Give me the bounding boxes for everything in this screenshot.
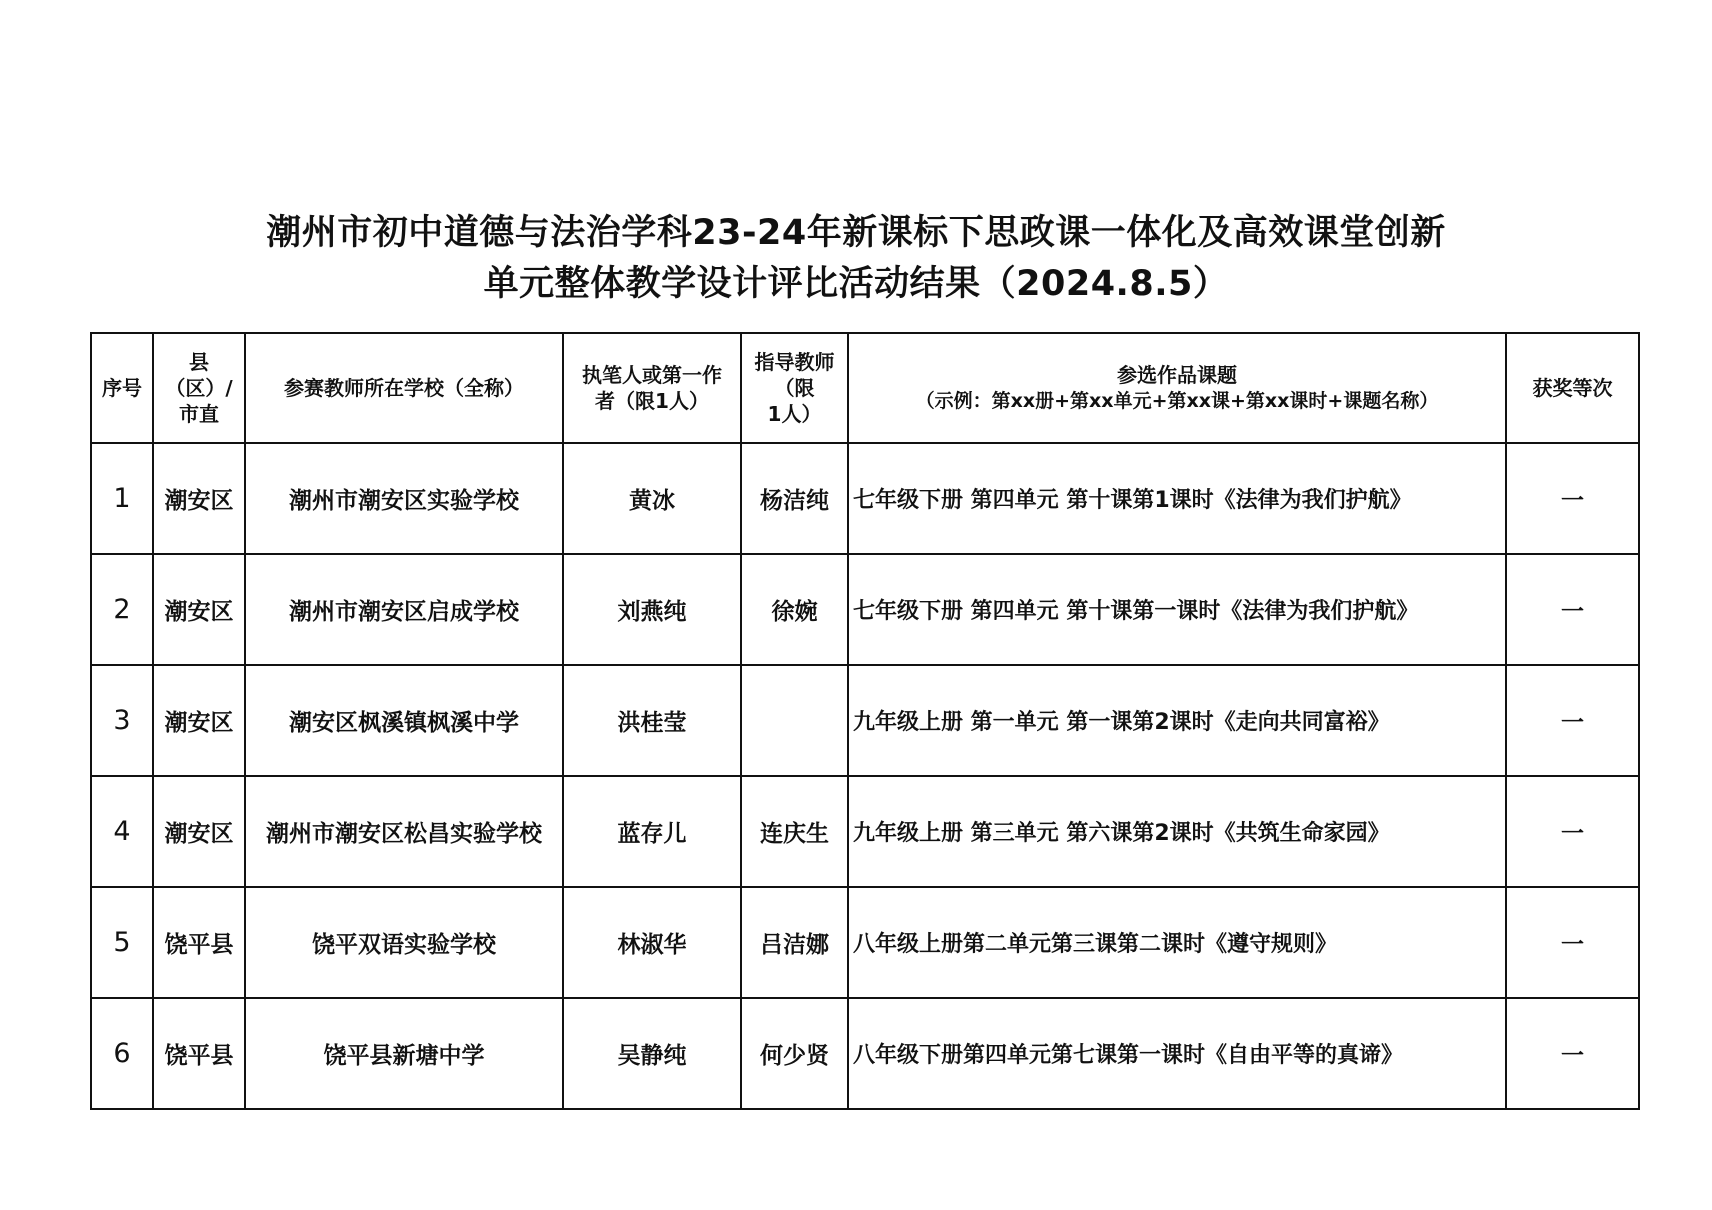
cell-topic: 九年级上册 第三单元 第六课第2课时《共筑生命家园》 xyxy=(848,776,1506,887)
cell-index: 5 xyxy=(91,887,153,998)
cell-advisor: 何少贤 xyxy=(741,998,848,1109)
cell-author: 蓝存儿 xyxy=(563,776,741,887)
cell-district: 潮安区 xyxy=(153,443,245,554)
table-row xyxy=(91,998,1639,1109)
cell-advisor: 连庆生 xyxy=(741,776,848,887)
cell-index: 1 xyxy=(91,443,153,554)
cell-district: 潮安区 xyxy=(153,665,245,776)
header-advisor xyxy=(741,333,848,443)
cell-author: 吴静纯 xyxy=(563,998,741,1109)
cell-topic: 七年级下册 第四单元 第十课第1课时《法律为我们护航》 xyxy=(848,443,1506,554)
cell-advisor xyxy=(741,665,848,776)
cell-district: 饶平县 xyxy=(153,887,245,998)
header-district xyxy=(153,333,245,443)
header-index: 序号 xyxy=(91,333,153,443)
header-award: 获奖等次 xyxy=(1506,333,1639,443)
cell-topic: 八年级下册第四单元第七课第一课时《自由平等的真谛》 xyxy=(848,998,1506,1109)
cell-topic: 七年级下册 第四单元 第十课第一课时《法律为我们护航》 xyxy=(848,554,1506,665)
cell-advisor: 杨洁纯 xyxy=(741,443,848,554)
cell-award: 一 xyxy=(1506,998,1639,1109)
cell-index: 4 xyxy=(91,776,153,887)
header-school: 参赛教师所在学校（全称） xyxy=(245,333,563,443)
cell-index: 3 xyxy=(91,665,153,776)
cell-school: 潮州市潮安区启成学校 xyxy=(245,554,563,665)
cell-advisor: 吕洁娜 xyxy=(741,887,848,998)
cell-award: 一 xyxy=(1506,887,1639,998)
cell-advisor: 徐婉 xyxy=(741,554,848,665)
cell-award: 一 xyxy=(1506,776,1639,887)
header-row xyxy=(91,333,1639,443)
table-row xyxy=(91,554,1639,665)
header-author-line2: 者（限1人） xyxy=(595,389,709,413)
cell-author: 刘燕纯 xyxy=(563,554,741,665)
table-row xyxy=(91,665,1639,776)
cell-school: 潮州市潮安区松昌实验学校 xyxy=(245,776,563,887)
header-district-line1: 县 xyxy=(189,350,209,374)
header-district-line2: （区）/ xyxy=(165,376,233,400)
document-title-line1: 潮州市初中道德与法治学科23-24年新课标下思政课一体化及高效课堂创新 xyxy=(266,213,1446,253)
header-topic-line1: 参选作品课题 xyxy=(1117,363,1237,387)
cell-author: 黄冰 xyxy=(563,443,741,554)
header-advisor-line1: 指导教师 xyxy=(754,350,835,374)
cell-district: 潮安区 xyxy=(153,554,245,665)
table-row xyxy=(91,443,1639,554)
cell-author: 林淑华 xyxy=(563,887,741,998)
cell-school: 潮州市潮安区实验学校 xyxy=(245,443,563,554)
cell-award: 一 xyxy=(1506,554,1639,665)
cell-index: 6 xyxy=(91,998,153,1109)
results-table xyxy=(90,332,1640,1110)
header-topic xyxy=(848,333,1506,443)
cell-district: 潮安区 xyxy=(153,776,245,887)
cell-school: 饶平县新塘中学 xyxy=(245,998,563,1109)
cell-index: 2 xyxy=(91,554,153,665)
header-author xyxy=(563,333,741,443)
cell-school: 潮安区枫溪镇枫溪中学 xyxy=(245,665,563,776)
cell-award: 一 xyxy=(1506,665,1639,776)
table-row xyxy=(91,776,1639,887)
document-title-line2: 单元整体教学设计评比活动结果（2024.8.5） xyxy=(483,264,1229,304)
header-district-line3: 市直 xyxy=(179,402,219,426)
table-row xyxy=(91,887,1639,998)
header-advisor-line3: 1人） xyxy=(767,402,822,426)
cell-district: 饶平县 xyxy=(153,998,245,1109)
header-topic-line2: （示例：第xx册+第xx单元+第xx课+第xx课时+课题名称） xyxy=(915,390,1439,412)
cell-topic: 八年级上册第二单元第三课第二课时《遵守规则》 xyxy=(848,887,1506,998)
cell-award: 一 xyxy=(1506,443,1639,554)
header-author-line1: 执笔人或第一作 xyxy=(582,363,722,387)
cell-school: 饶平双语实验学校 xyxy=(245,887,563,998)
header-advisor-line2: （限 xyxy=(774,376,815,400)
cell-topic: 九年级上册 第一单元 第一课第2课时《走向共同富裕》 xyxy=(848,665,1506,776)
cell-author: 洪桂莹 xyxy=(563,665,741,776)
